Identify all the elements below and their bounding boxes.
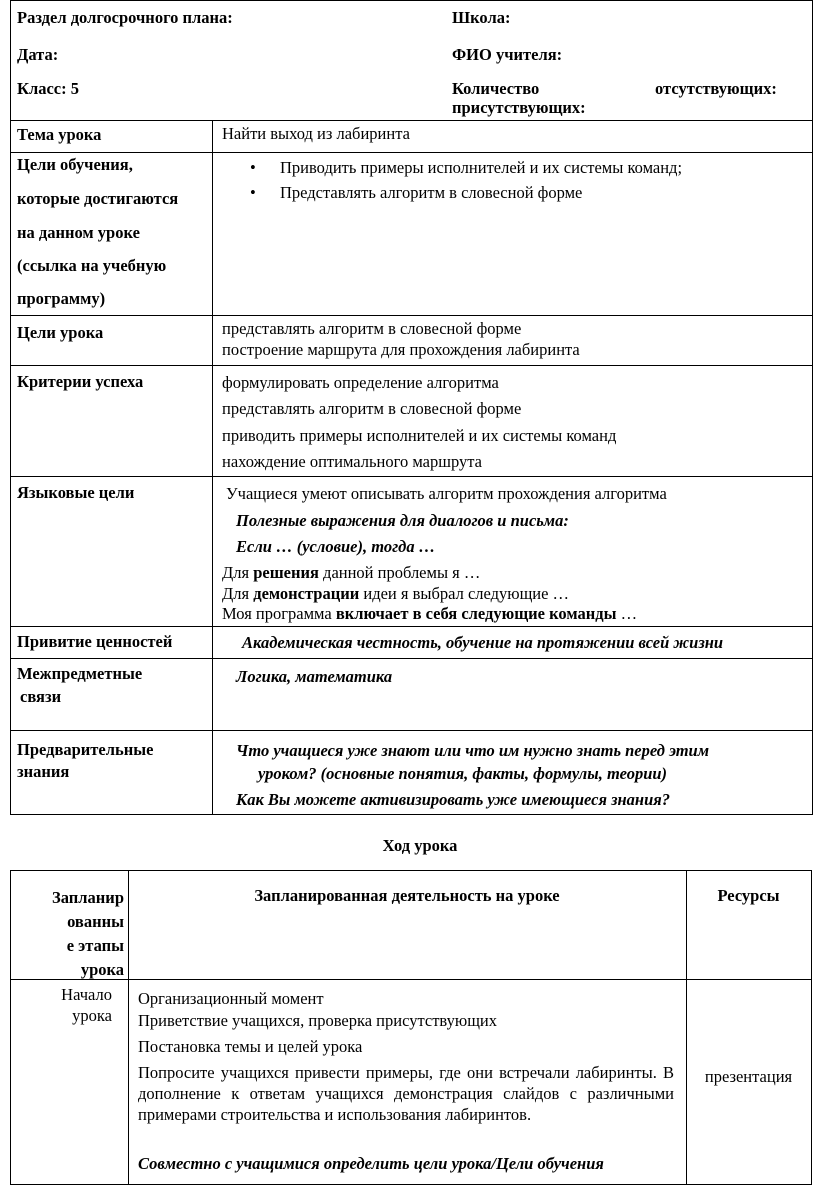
topic-setting: Постановка темы и целей урока bbox=[138, 1037, 363, 1056]
language-goal-text: Учащиеся умеют описывать алгоритм прохождения алгоритма bbox=[226, 484, 667, 503]
phrase-text: данной проблемы я … bbox=[318, 563, 481, 582]
learning-goals-label-line: программу) bbox=[17, 289, 106, 308]
learning-goals-label-line: (ссылка на учебную bbox=[17, 256, 167, 275]
count-label-word3: присутствующих: bbox=[452, 98, 586, 117]
useful-phrases-title: Полезные выражения для диалогов и письма: bbox=[236, 511, 569, 530]
lesson-goal-line: построение маршрута для прохождения лабиринта bbox=[222, 340, 580, 359]
cross-links-label: связи bbox=[20, 687, 62, 706]
learning-goals-label-line: на данном уроке bbox=[17, 223, 140, 242]
prior-knowledge-text: Как Вы можете активизировать уже имеющиеся знания? bbox=[236, 790, 671, 809]
phrase-text: идеи я выбрал следующие … bbox=[359, 584, 570, 603]
school-label: Школа: bbox=[452, 8, 511, 27]
resource-item: презентация bbox=[704, 1067, 793, 1086]
topic-value: Найти выход из лабиринта bbox=[222, 124, 410, 143]
phrase-text: … bbox=[616, 604, 638, 623]
success-criterion: формулировать определение алгоритма bbox=[222, 373, 499, 392]
success-criteria-label: Критерии успеха bbox=[17, 372, 144, 391]
prior-knowledge-label: знания bbox=[17, 762, 70, 781]
phrase-line bbox=[222, 584, 569, 604]
cross-links-text: Логика, математика bbox=[236, 667, 393, 686]
values-label: Привитие ценностей bbox=[17, 632, 173, 651]
row-divider bbox=[10, 730, 813, 731]
phrase-text: Моя программа bbox=[222, 604, 336, 623]
success-criterion: представлять алгоритм в словесной форме bbox=[222, 399, 522, 418]
section-label: Раздел долгосрочного плана: bbox=[17, 8, 233, 27]
row-divider bbox=[10, 814, 813, 815]
if-then-phrase: Если … (условие), тогда … bbox=[236, 537, 436, 556]
stages-column-header bbox=[10, 886, 124, 982]
prior-knowledge-text: уроком? (основные понятия, факты, формулы, теории) bbox=[258, 764, 668, 783]
date-label: Дата: bbox=[17, 45, 59, 64]
row-divider bbox=[10, 658, 813, 659]
header-line: Запланир bbox=[52, 888, 124, 907]
t2-col-divider bbox=[128, 870, 129, 1185]
success-criterion: нахождение оптимального маршрута bbox=[222, 452, 482, 471]
phrase-keyword: решения bbox=[253, 563, 319, 582]
bullet-icon: • bbox=[250, 183, 256, 202]
activity-column-header: Запланированная деятельность на уроке bbox=[254, 886, 560, 905]
course-title: Ход урока bbox=[382, 836, 458, 855]
t1-right-border bbox=[812, 0, 813, 815]
bullet-icon: • bbox=[250, 158, 256, 177]
header-line: ованны bbox=[67, 912, 124, 931]
cross-links-label: Межпредметные bbox=[17, 664, 143, 683]
language-goals-label: Языковые цели bbox=[17, 483, 135, 502]
row-divider bbox=[10, 315, 813, 316]
activity-paragraph: Попросите учащихся привести примеры, где они встречали лабиринты. В дополнение к ответам учащихся демонстрация слайдов с различными примерами строительства и использования лабиринтов. bbox=[138, 1063, 674, 1124]
row-divider bbox=[10, 476, 813, 477]
stage-name: урока bbox=[72, 1006, 112, 1025]
t1-column-divider bbox=[212, 120, 213, 815]
row-divider bbox=[10, 152, 813, 153]
stage-name: Начало bbox=[61, 985, 112, 1004]
row-divider bbox=[10, 365, 813, 366]
count-label-word2: отсутствующих: bbox=[655, 79, 777, 98]
row-divider bbox=[10, 626, 813, 627]
t2-col-divider bbox=[686, 870, 687, 1185]
phrase-keyword: демонстрации bbox=[253, 584, 360, 603]
t2-right-border bbox=[811, 870, 812, 1185]
teacher-label: ФИО учителя: bbox=[452, 45, 563, 64]
learning-goal-text: Приводить примеры исполнителей и их системы команд; bbox=[280, 158, 683, 177]
class-label: Класс: 5 bbox=[17, 79, 79, 98]
learning-goals-label-line: которые достигаются bbox=[17, 189, 179, 208]
success-criterion: приводить примеры исполнителей и их системы команд bbox=[222, 426, 617, 445]
topic-label: Тема урока bbox=[17, 125, 102, 144]
learning-goal-text: Представлять алгоритм в словесной форме bbox=[280, 183, 583, 202]
phrase-keyword: включает в себя следующие команды bbox=[335, 604, 617, 623]
phrase-text: Для bbox=[222, 563, 254, 582]
prior-knowledge-text: Что учащиеся уже знают или что им нужно знать перед этим bbox=[236, 741, 710, 760]
t1-top-border bbox=[10, 0, 813, 1]
learning-goals-label-line: Цели обучения, bbox=[17, 155, 133, 174]
joint-goals: Совместно с учащимися определить цели урока/Цели обучения bbox=[138, 1154, 604, 1173]
prior-knowledge-label: Предварительные bbox=[17, 740, 154, 759]
row-divider bbox=[10, 120, 813, 121]
values-text: Академическая честность, обучение на протяжении всей жизни bbox=[242, 633, 724, 652]
phrase-line bbox=[222, 604, 637, 624]
org-moment: Организационный момент bbox=[138, 989, 324, 1008]
header-line: урока bbox=[80, 960, 124, 979]
lesson-goals-label: Цели урока bbox=[17, 323, 104, 342]
phrase-line bbox=[222, 563, 480, 583]
resources-column-header: Ресурсы bbox=[717, 886, 780, 905]
greeting: Приветствие учащихся, проверка присутствующих bbox=[138, 1011, 497, 1030]
t2-bottom-border bbox=[10, 1184, 812, 1185]
count-label-word1: Количество bbox=[452, 79, 540, 98]
t2-top-border bbox=[10, 870, 812, 871]
t2-header-divider bbox=[10, 979, 812, 980]
header-line: е этапы bbox=[66, 936, 124, 955]
lesson-goal-line: представлять алгоритм в словесной форме bbox=[222, 319, 522, 338]
t1-left-border bbox=[10, 0, 11, 815]
phrase-text: Для bbox=[222, 584, 254, 603]
